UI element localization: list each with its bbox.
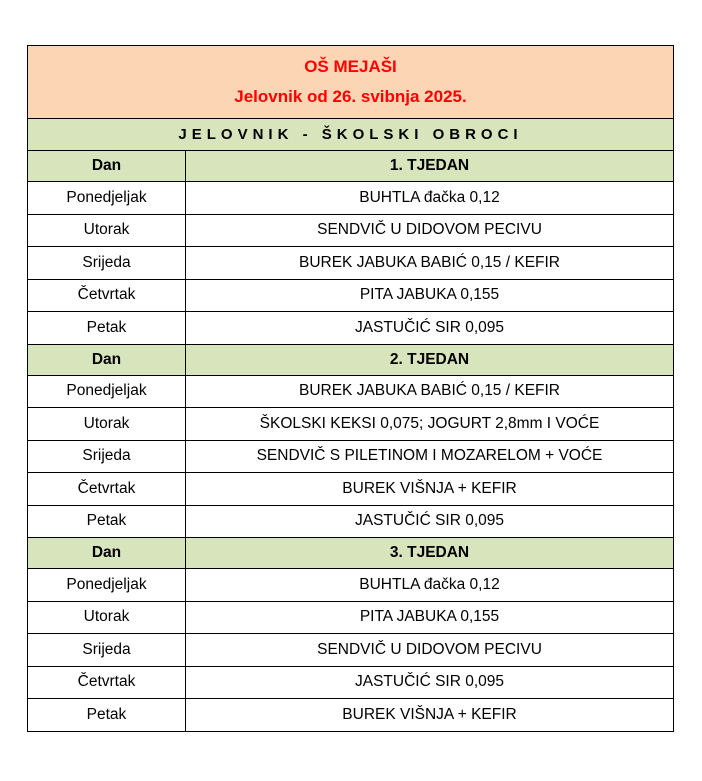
table-row xyxy=(28,408,674,441)
table-row xyxy=(28,312,674,345)
table-row xyxy=(28,699,674,732)
menu-table xyxy=(27,45,674,732)
meal-cell: JASTUČIĆ SIR 0,095 xyxy=(186,312,674,345)
day-cell: Ponedjeljak xyxy=(28,569,186,602)
meal-cell: BUREK JABUKA BABIĆ 0,15 / KEFIR xyxy=(186,247,674,280)
day-cell: Srijeda xyxy=(28,440,186,473)
table-row xyxy=(28,214,674,247)
meal-cell: BUHTLA đačka 0,12 xyxy=(186,182,674,215)
day-cell: Petak xyxy=(28,505,186,538)
week-header-row xyxy=(28,538,674,569)
header-row xyxy=(28,46,674,119)
meal-cell: BUREK VIŠNJA + KEFIR xyxy=(186,699,674,732)
table-row xyxy=(28,569,674,602)
day-column-header: Dan xyxy=(28,151,186,182)
menu-title: Jelovnik od 26. svibnja 2025. xyxy=(234,87,467,106)
day-cell: Ponedjeljak xyxy=(28,182,186,215)
meal-cell: SENDVIČ U DIDOVOM PECIVU xyxy=(186,634,674,667)
table-row xyxy=(28,634,674,667)
meal-cell: PITA JABUKA 0,155 xyxy=(186,279,674,312)
day-cell: Utorak xyxy=(28,214,186,247)
table-row xyxy=(28,247,674,280)
week-label: 1. TJEDAN xyxy=(186,151,674,182)
day-cell: Srijeda xyxy=(28,634,186,667)
table-row xyxy=(28,505,674,538)
meal-cell: PITA JABUKA 0,155 xyxy=(186,601,674,634)
day-cell: Petak xyxy=(28,699,186,732)
table-row xyxy=(28,375,674,408)
table-row xyxy=(28,473,674,506)
week-label: 3. TJEDAN xyxy=(186,538,674,569)
meal-cell: BUHTLA đačka 0,12 xyxy=(186,569,674,602)
table-row xyxy=(28,182,674,215)
day-cell: Utorak xyxy=(28,601,186,634)
meal-cell: ŠKOLSKI KEKSI 0,075; JOGURT 2,8mm I VOĆE xyxy=(186,408,674,441)
week-label: 2. TJEDAN xyxy=(186,344,674,375)
meal-cell: BUREK JABUKA BABIĆ 0,15 / KEFIR xyxy=(186,375,674,408)
day-cell: Ponedjeljak xyxy=(28,375,186,408)
meal-cell: JASTUČIĆ SIR 0,095 xyxy=(186,505,674,538)
meal-cell: JASTUČIĆ SIR 0,095 xyxy=(186,666,674,699)
day-cell: Utorak xyxy=(28,408,186,441)
table-row xyxy=(28,601,674,634)
table-row xyxy=(28,279,674,312)
day-cell: Srijeda xyxy=(28,247,186,280)
meal-cell: SENDVIČ S PILETINOM I MOZARELOM + VOĆE xyxy=(186,440,674,473)
week-header-row xyxy=(28,151,674,182)
subtitle-row xyxy=(28,119,674,151)
week-header-row xyxy=(28,344,674,375)
day-cell: Četvrtak xyxy=(28,666,186,699)
day-cell: Petak xyxy=(28,312,186,345)
day-cell: Četvrtak xyxy=(28,473,186,506)
day-column-header: Dan xyxy=(28,344,186,375)
header-cell xyxy=(28,46,674,119)
day-cell: Četvrtak xyxy=(28,279,186,312)
meal-cell: SENDVIČ U DIDOVOM PECIVU xyxy=(186,214,674,247)
table-row xyxy=(28,440,674,473)
day-column-header: Dan xyxy=(28,538,186,569)
school-name: OŠ MEJAŠI xyxy=(304,57,397,76)
table-row xyxy=(28,666,674,699)
meal-cell: BUREK VIŠNJA + KEFIR xyxy=(186,473,674,506)
subtitle: JELOVNIK - ŠKOLSKI OBROCI xyxy=(28,119,674,151)
